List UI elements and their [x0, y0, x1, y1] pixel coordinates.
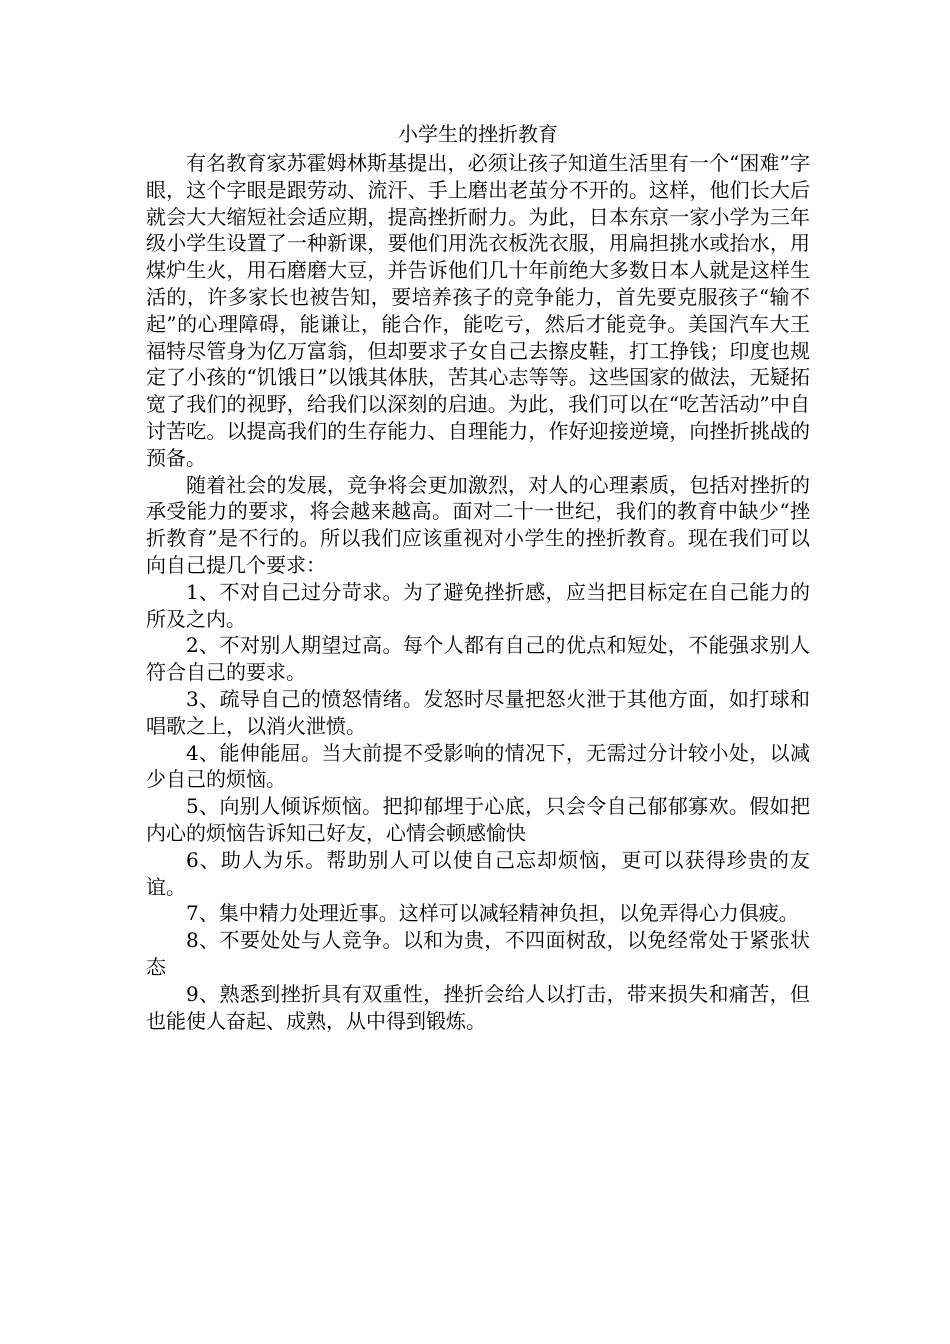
list-item-4: 4、能伸能屈。当大前提不受影响的情况下，无需过分计较小处，以减少自己的烦恼。 [146, 740, 810, 792]
list-item-5: 5、向别人倾诉烦恼。把抑郁埋于心底，只会令自己郁郁寡欢。假如把内心的烦恼告诉知己好友，心情会顿感愉快 [146, 794, 810, 845]
list-item-3: 3、疏导自己的愤怒情绪。发怒时尽量把怒火泄于其他方面，如打球和唱歌之上，以消火泄愤。 [146, 686, 810, 738]
document-page [146, 118, 810, 1034]
paragraph-requirements-intro: 随着社会的发展，竞争将会更加激烈，对人的心理素质，包括对挫折的承受能力的要求，将会越来越高。面对二十一世纪，我们的教育中缺少“挫折教育”是不行的。所以我们应该重视对小学生的挫折教育。现在我们可以向自己提几个要求： [146, 472, 810, 577]
list-item-8: 8、不要处处与人竞争。以和为贵，不四面树敌，以免经常处于紧张状态 [146, 928, 810, 979]
list-item-9: 9、熟悉到挫折具有双重性，挫折会给人以打击，带来损失和痛苦，但也能使人奋起、成熟，从中得到锻炼。 [146, 981, 810, 1033]
document-title: 小学生的挫折教育 [398, 122, 558, 146]
list-item-6: 6、助人为乐。帮助别人可以使自己忘却烦恼，更可以获得珍贵的友谊。 [146, 847, 810, 899]
list-item-1: 1、不对自己过分苛求。为了避免挫折感，应当把目标定在自己能力的所及之内。 [146, 579, 810, 631]
paragraph-intro: 有名教育家苏霍姆林斯基提出，必须让孩子知道生活里有一个“困难”字眼，这个字眼是跟劳动、流汗、手上磨出老茧分不开的。这样，他们长大后就会大大缩短社会适应期，提高挫折耐力。为此，日本东京一家小学为三年级小学生设置了一种新课，要他们用洗衣板洗衣服，用扁担挑水或抬水，用煤炉生火，用石磨磨大豆，并告诉他们几十年前绝大多数日本人就是这样生活的，许多家长也被告知，要培养孩子的竞争能力，首先要克服孩子“输不起”的心理障碍，能谦让，能合作，能吃亏，然后才能竞争。美国汽车大王福特尽管身为亿万富翁，但却要求子女自己去擦皮鞋，打工挣钱；印度也规定了小孩的“饥饿日”以饿其体肤，苦其心志等等。这些国家的做法，无疑拓宽了我们的视野，给我们以深刻的启迪。为此，我们可以在“吃苦活动”中自讨苦吃。以提高我们的生存能力、自理能力，作好迎接逆境，向挫折挑战的预备。 [146, 151, 810, 470]
list-item-2: 2、不对别人期望过高。每个人都有自己的优点和短处，不能强求别人符合自己的要求。 [146, 633, 810, 685]
list-item-7: 7、集中精力处理近事。这样可以减轻精神负担，以免弄得心力俱疲。 [186, 901, 799, 926]
